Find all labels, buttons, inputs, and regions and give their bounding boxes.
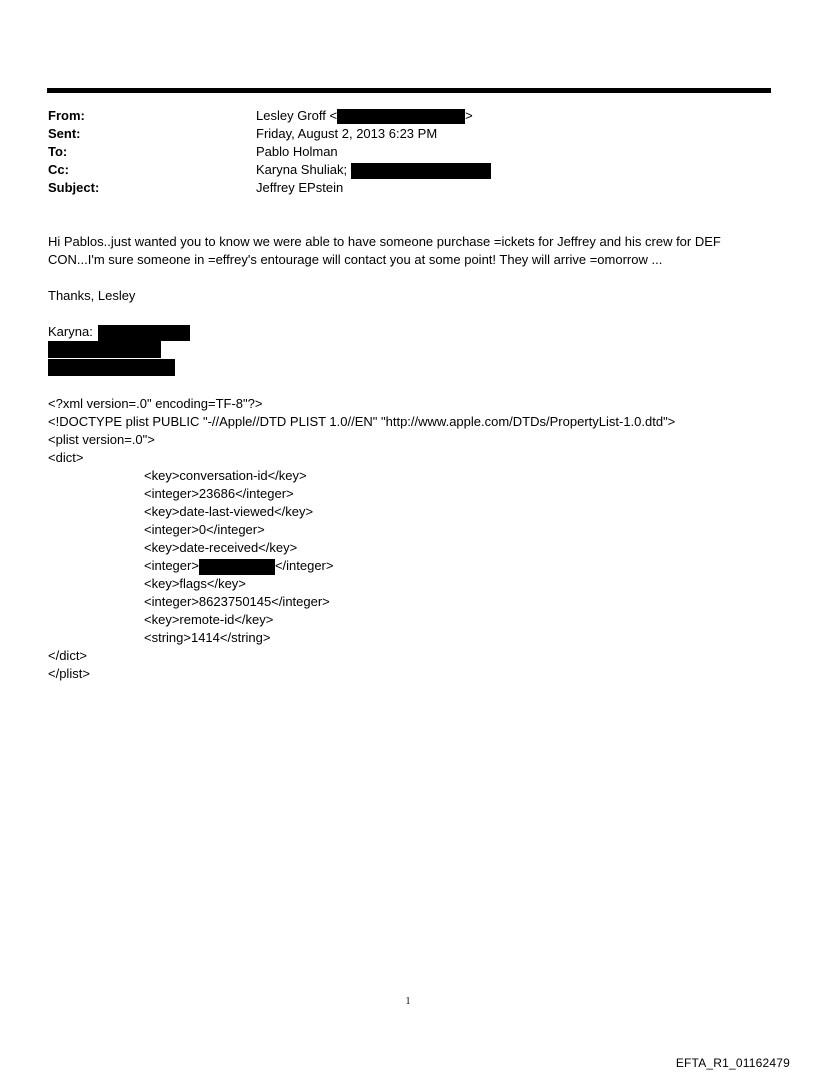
from-label: From:	[48, 108, 85, 123]
xml-plist-open: <plist version=.0">	[48, 432, 155, 447]
xml-doctype: <!DOCTYPE plist PUBLIC "-//Apple//DTD PLIST 1.0//EN" "http://www.apple.com/DTDs/PropertyList-1.0.dtd">	[48, 414, 676, 429]
redaction-block	[48, 359, 175, 376]
xml-key: <key>conversation-id</key>	[144, 468, 307, 483]
xml-key: <key>flags</key>	[144, 576, 246, 591]
signoff: Thanks, Lesley	[48, 288, 136, 303]
subject-value: Jeffrey EPstein	[256, 180, 344, 195]
body-line-1: Hi Pablos..just wanted you to know we were able to have someone purchase =ickets for Jeffrey and his crew for DEF	[48, 234, 721, 249]
subject-label: Subject:	[48, 180, 100, 195]
redaction-block	[351, 163, 491, 179]
sent-label: Sent:	[48, 126, 81, 141]
xml-dict-close: </dict>	[48, 648, 88, 663]
xml-key: <key>remote-id</key>	[144, 612, 274, 627]
xml-value: <integer>8623750145</integer>	[144, 594, 330, 609]
redaction-block	[98, 325, 190, 341]
karyna-label: Karyna:	[48, 324, 93, 339]
cc-label: Cc:	[48, 162, 69, 177]
from-close: >	[465, 108, 473, 123]
xml-value: <string>1414</string>	[144, 630, 271, 645]
cc-name: Karyna Shuliak;	[256, 162, 348, 177]
xml-dict-open: <dict>	[48, 450, 84, 465]
karyna-line	[48, 323, 190, 341]
from-name: Lesley Groff <	[256, 108, 338, 123]
xml-value	[144, 557, 333, 575]
to-value: Pablo Holman	[256, 144, 338, 159]
to-label: To:	[48, 144, 68, 159]
xml-key: <key>date-last-viewed</key>	[144, 504, 314, 519]
header-rule	[47, 88, 771, 93]
xml-value: <integer>23686</integer>	[144, 486, 294, 501]
redaction-block	[48, 341, 161, 358]
body-line-2: CON...I'm sure someone in =effrey's entourage will contact you at some point! They will arrive =omorrow ...	[48, 252, 663, 267]
page-number: 1	[405, 996, 411, 1007]
redaction-block	[199, 559, 275, 575]
xml-value: <integer>0</integer>	[144, 522, 265, 537]
xml-plist-close: </plist>	[48, 666, 90, 681]
cc-value	[256, 161, 491, 179]
from-value	[256, 107, 473, 125]
xml-key: <key>date-received</key>	[144, 540, 298, 555]
redaction-block	[337, 109, 465, 124]
bates-number: EFTA_R1_01162479	[675, 1056, 790, 1070]
xml-declaration: <?xml version=.0" encoding=TF-8"?>	[48, 396, 263, 411]
sent-value: Friday, August 2, 2013 6:23 PM	[256, 126, 438, 141]
xml-open-tag: <integer>	[144, 558, 199, 573]
xml-close-tag: </integer>	[274, 558, 334, 573]
